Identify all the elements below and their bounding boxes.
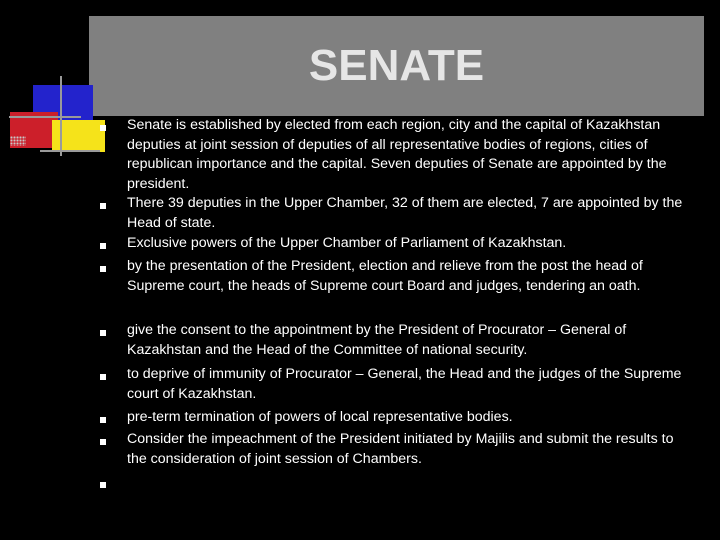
bullet-marker-icon bbox=[100, 417, 106, 423]
bullet-text: Consider the impeachment of the President initiated by Majilis and submit the results to the consideration of joint session of Chambers. bbox=[127, 431, 674, 467]
bullet-text: by the presentation of the President, election and relieve from the post the head of Supreme court, the heads of Supreme court Board and judges, tendering an oath. bbox=[127, 258, 643, 294]
bullet-marker-icon bbox=[100, 266, 106, 272]
bullet-marker-icon bbox=[100, 243, 106, 249]
bullet-text: Senate is established by elected from each region, city and the capital of Kazakhstan deputies at joint session of deputies of all representative bodies of regions, cities of republican importance and the capital. Seven deputies of Senate are appointed by the president. bbox=[127, 117, 667, 192]
bullet-text: There 39 deputies in the Upper Chamber, 32 of them are elected, 7 are appointed by the Head of state. bbox=[127, 195, 683, 231]
bullet-text: give the consent to the appointment by the President of Procurator – General of Kazakhstan and the Head of the Committee of national security. bbox=[127, 322, 627, 358]
bullet-text: pre-term termination of powers of local representative bodies. bbox=[127, 409, 513, 425]
bullet-text: to deprive of immunity of Procurator – General, the Head and the judges of the Supreme court of Kazakhstan. bbox=[127, 366, 682, 402]
bullet-marker-icon bbox=[100, 374, 106, 380]
bullet-marker-icon bbox=[100, 330, 106, 336]
bullet-marker-icon bbox=[100, 203, 106, 209]
bullet-marker-icon bbox=[100, 439, 106, 445]
slide-title: SENATE bbox=[308, 41, 485, 90]
bullet-marker-icon bbox=[100, 125, 106, 131]
bullet-marker-icon bbox=[100, 482, 106, 488]
bullet-text: Exclusive powers of the Upper Chamber of Parliament of Kazakhstan. bbox=[127, 235, 567, 251]
